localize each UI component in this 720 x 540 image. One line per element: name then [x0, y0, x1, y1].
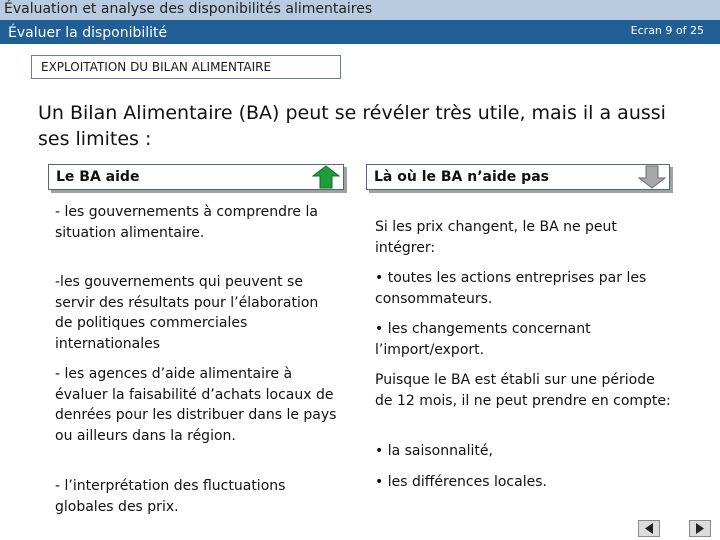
right-item-consumer-actions: • toutes les actions entreprises par les consommateurs.	[375, 270, 647, 307]
back-button[interactable]	[638, 520, 660, 537]
lesson-title-bar	[0, 20, 720, 44]
left-item-food-aid-agencies: - les agences d’aide alimentaire à évaluer la faisabilité d’achats locaux de denrées pour les distribuer dans le pays ou ailleurs dans la région.	[55, 366, 337, 444]
intro-text: Un Bilan Alimentaire (BA) peut se révéler très utile, mais il a aussi ses limites :	[38, 102, 666, 150]
left-item-price-fluctuations: - l’interprétation des fluctuations globales des prix.	[55, 478, 286, 515]
right-column-header	[366, 164, 670, 190]
back-arrow-icon	[644, 523, 654, 534]
right-item-import-export: • les changements concernant l’import/export.	[375, 321, 591, 358]
green-up-arrow-icon	[312, 165, 340, 189]
right-item-price-changes: Si les prix changent, le BA ne peut intégrer:	[375, 219, 617, 256]
next-arrow-icon	[695, 523, 705, 534]
section-label: EXPLOITATION DU BILAN ALIMENTAIRE	[31, 55, 341, 79]
left-column-header	[48, 164, 344, 190]
course-title-bar	[0, 0, 720, 20]
right-item-seasonality: • la saisonnalité,	[375, 443, 493, 459]
left-item-governments-understand: - les gouvernements à comprendre la situation alimentaire.	[55, 204, 318, 241]
right-item-12-month-period: Puisque le BA est établi sur une période de 12 mois, il ne peut prendre en compte:	[375, 372, 671, 409]
right-column-header-label: Là où le BA n’aide pas	[374, 169, 549, 185]
left-item-trade-policies: -les gouvernements qui peuvent se servir des résultats pour l’élaboration de politiques commerciales internationales	[55, 274, 319, 352]
lesson-title: Évaluer la disponibilité	[8, 25, 168, 41]
screen-counter: Ecran 9 of 25	[630, 24, 704, 37]
right-item-local-differences: • les différences locales.	[375, 474, 547, 490]
course-title: Évaluation et analyse des disponibilités alimentaires	[4, 1, 373, 17]
next-button[interactable]	[689, 520, 711, 537]
gray-down-arrow-icon	[638, 165, 666, 189]
left-column-header-label: Le BA aide	[56, 169, 140, 185]
